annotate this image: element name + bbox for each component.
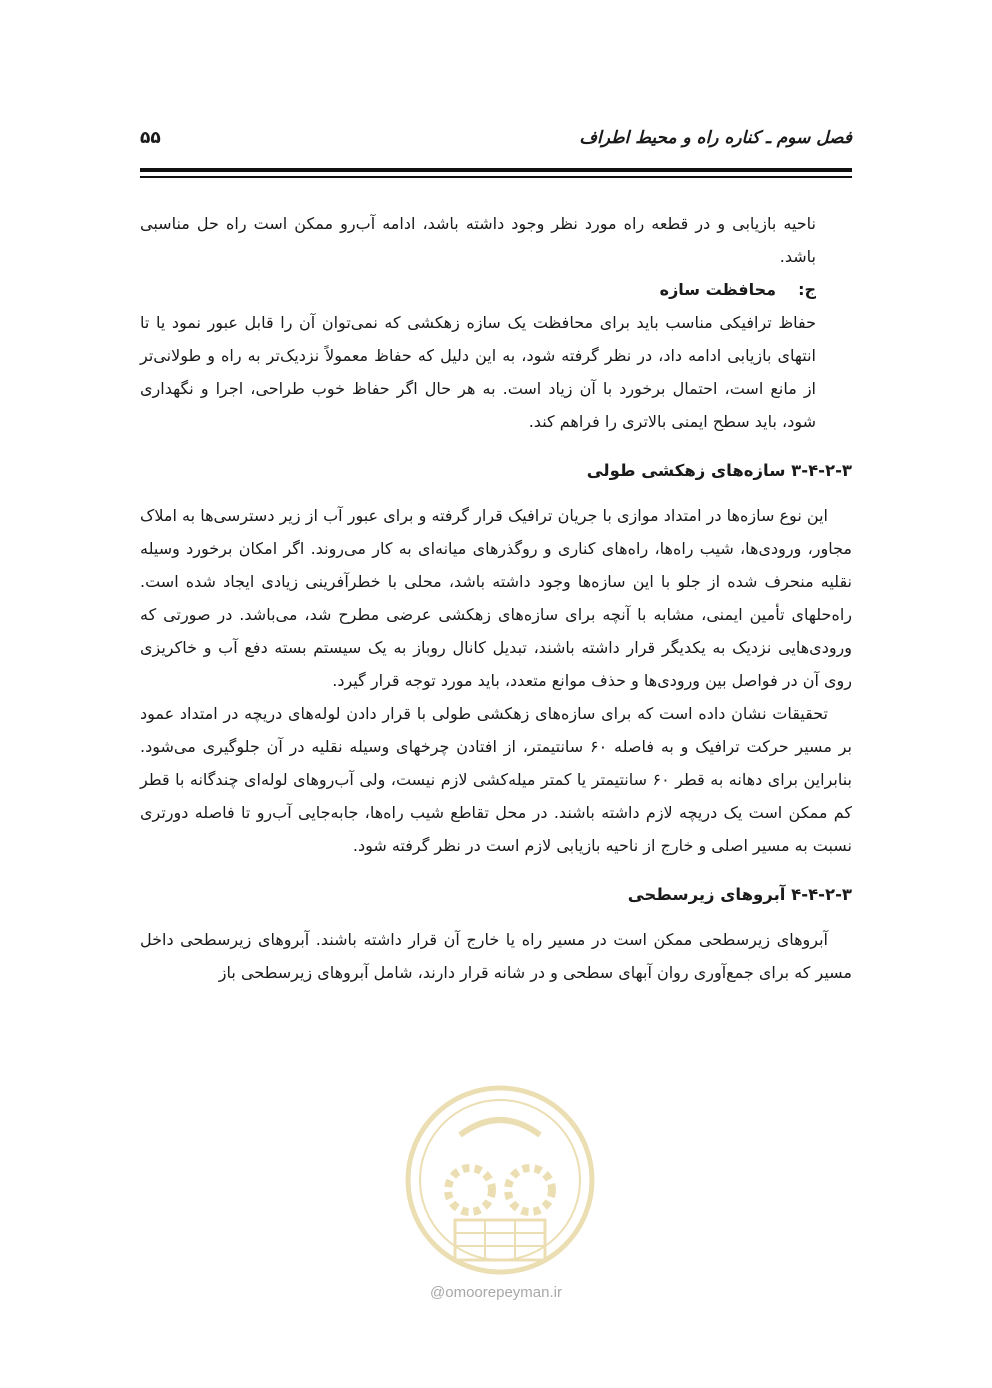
section-3-paragraph-1: این نوع سازه‌ها در امتداد موازی با جریان ترافیک قرار گرفته و برای عبور آب از زیر دسترسی‌ها به املاک مجاور، ورودی‌ها، شیب راه‌ها، راه‌های کناری و روگذرهای میانه‌ای به کار می‌روند. اگر امکان برخورد وسیله نقلیه منحرف شده از جلو با این سازه‌ها وجود داشته باشد، محلی با خطرآفرینی زیادی ایجاد شده است. راه‌حلهای تأمین ایمنی، مشابه با آنچه برای سازه‌های زهکشی عرضی مطرح شد، می‌باشد. در صورتی که ورودی‌هایی نزدیک به یکدیگر قرار داشته باشند، تبدیل کانال روباز به یک سیستم بسته دفع آب و خاکریزی روی آن در فواصل بین ورودی‌ها و حذف موانع متعدد، باید مورد توجه قرار گیرد. xyxy=(140,506,852,690)
header-rule-thick xyxy=(140,168,852,172)
subsection-c-body: حفاظ ترافیکی مناسب باید برای محافظت یک سازه زهکشی که نمی‌توان آن را قابل عبور نمود یا تا انتهای بازیابی ادامه داد، در نظر گرفته شود، به این دلیل که حفاظ معمولاً نزدیک‌تر به راه و طولانی‌تر از مانع است، احتمال برخورد با آن زیاد است. به هر حال اگر حفاظ خوب طراحی، اجرا و نگهداری شود، باید سطح ایمنی بالاتری را فراهم کند. xyxy=(140,313,816,431)
section-heading-subsurface-drains: ۴-۴-۲-۳ آبروهای زیرسطحی xyxy=(627,885,852,904)
watermark-url: @omoorepeyman.ir xyxy=(430,1284,562,1301)
page-number: ۵۵ xyxy=(140,128,161,148)
body-text xyxy=(140,207,852,989)
subsection-c-heading xyxy=(140,273,816,306)
subsection-marker: ج: xyxy=(798,280,816,299)
chapter-title: فصل سوم ـ کناره راه و محیط اطراف xyxy=(579,128,852,148)
section-4-paragraph-1: آبروهای زیرسطحی ممکن است در مسیر راه یا خارج آن قرار داشته باشند. آبروهای زیرسطحی داخل مسیر که برای جمع‌آوری روان آبهای سطحی و در شانه قرار دارند، شامل آبروهای زیرسطحی باز xyxy=(140,930,852,982)
watermark-logo xyxy=(400,1080,600,1280)
running-header xyxy=(140,128,852,162)
header-rule-thin xyxy=(140,176,852,178)
section-3-paragraph-2: تحقیقات نشان داده است که برای سازه‌های زهکشی طولی با قرار دادن لوله‌های دریچه در امتداد عمود بر مسیر حرکت ترافیک و به فاصله ۶۰ سانتیمتر، از افتادن چرخهای وسیله نقلیه در آن جلوگیری می‌شود. بنابراین برای دهانه به قطر ۶۰ سانتیمتر یا کمتر میله‌کشی لازم نیست، ولی آب‌روهای لوله‌ای چندگانه با قطر کم ممکن است یک دریچه لازم داشته باشند. در محل تقاطع شیب راه‌ها، جابه‌جایی آب‌رو تا فاصله دورتری نسبت به مسیر اصلی و خارج از ناحیه بازیابی لازم است در نظر گرفته شود. xyxy=(140,704,853,855)
subsection-title: محافظت سازه xyxy=(659,280,777,299)
section-heading-longitudinal-drainage: ۳-۴-۲-۳ سازه‌های زهکشی طولی xyxy=(586,461,852,480)
paragraph-continuation: ناحیه بازیابی و در قطعه راه مورد نظر وجود داشته باشد، ادامه آب‌رو ممکن است راه حل مناسبی باشد. xyxy=(140,214,816,266)
